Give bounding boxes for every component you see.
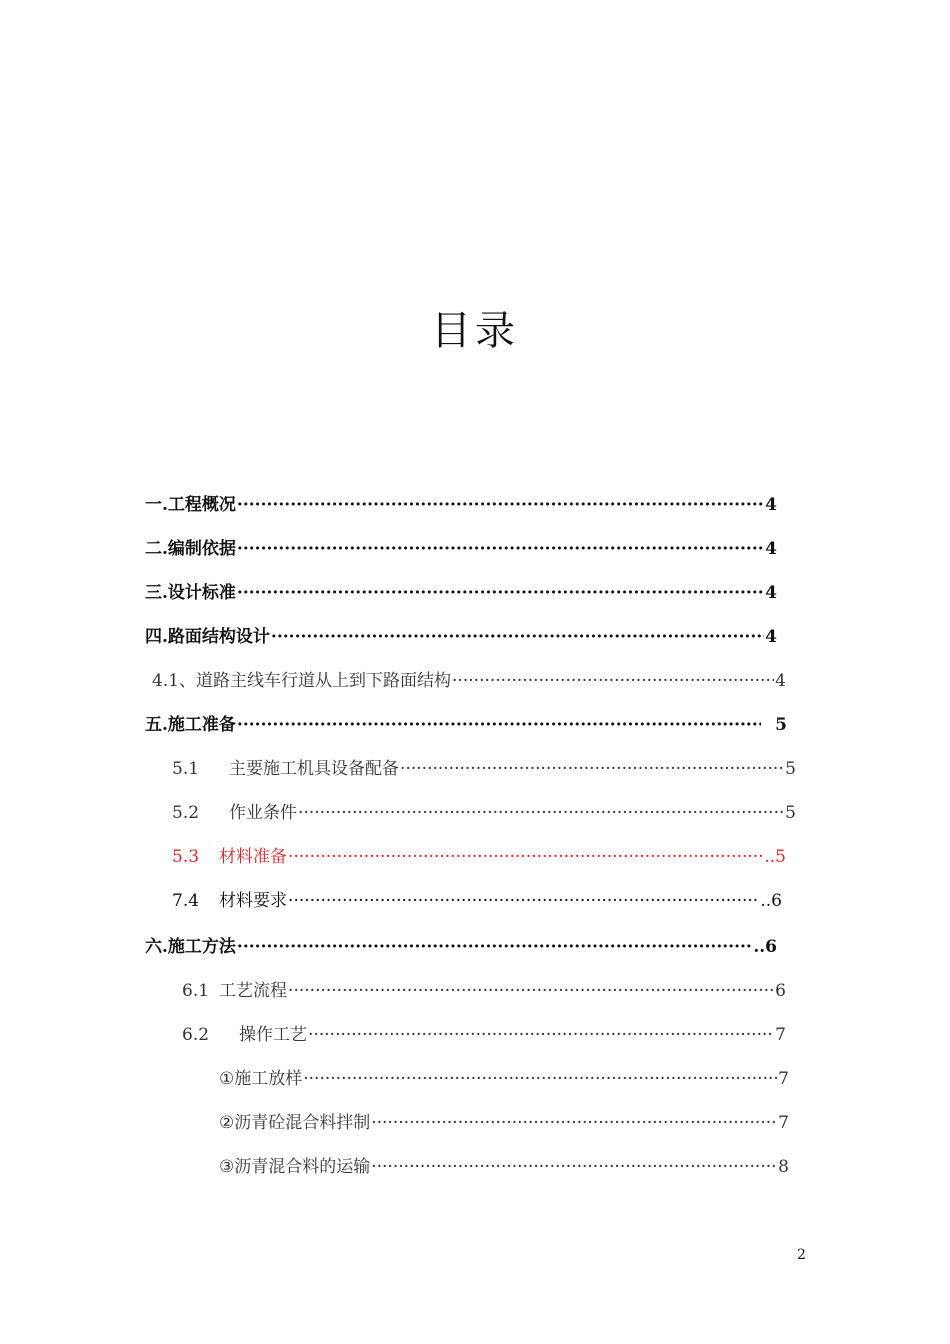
toc-entry-page: 8 — [778, 1157, 789, 1177]
toc-entry-text: 沥青混合料的运输 — [234, 1157, 371, 1177]
toc-entry[interactable] — [172, 888, 782, 914]
toc-entry-number: ② — [219, 1113, 235, 1133]
toc-entry[interactable] — [172, 800, 796, 826]
toc-entry[interactable] — [219, 1154, 789, 1180]
toc-entry-text: 路面结构设计 — [167, 627, 270, 647]
toc-entry-text: 道路主线车行道从上到下路面结构 — [196, 671, 452, 691]
toc-entry-label — [145, 934, 236, 960]
toc-entry-label — [145, 712, 236, 738]
page-title: 目录 — [431, 308, 519, 354]
toc-entry-label — [172, 888, 287, 914]
toc-entry[interactable] — [172, 756, 796, 782]
toc-leader-dots — [298, 800, 784, 826]
toc-entry-page: ..6 — [760, 891, 782, 911]
toc-leader-dots — [452, 668, 774, 694]
toc-leader-dots — [237, 712, 761, 738]
toc-entry-number: 7.4 — [172, 891, 200, 911]
toc-entry-text: 材料准备 — [219, 847, 288, 867]
toc-entry-label — [219, 1154, 370, 1180]
toc-entry-text: 沥青砼混合料拌制 — [234, 1113, 371, 1133]
toc-entry-number: 三. — [145, 583, 168, 603]
toc-entry-number: 5.1 — [172, 759, 200, 779]
toc-entry-text: 设计标准 — [167, 583, 236, 603]
toc-leader-dots — [237, 580, 764, 606]
toc-entry-text: 工程概况 — [167, 495, 236, 515]
toc-leader-dots — [288, 844, 763, 870]
toc-entry-number: 一. — [145, 495, 168, 515]
toc-entry[interactable] — [145, 580, 777, 606]
toc-entry-number: 6.2 — [182, 1025, 210, 1045]
toc-entry-number: ① — [219, 1069, 235, 1089]
toc-entry[interactable] — [182, 1022, 786, 1048]
toc-leader-dots — [400, 756, 784, 782]
toc-entry-page: 5 — [785, 759, 796, 779]
toc-entry-number: 6.1 — [182, 981, 210, 1001]
toc-leader-dots — [271, 624, 764, 650]
page-number: 2 — [797, 1247, 806, 1263]
toc-entry[interactable] — [219, 1110, 789, 1136]
toc-entry-page: 7 — [775, 1025, 786, 1045]
toc-entry-label — [219, 1110, 370, 1136]
toc-entry-page: ..5 — [764, 847, 786, 867]
toc-entry-text: 施工放样 — [234, 1069, 303, 1089]
toc-leader-dots — [237, 934, 752, 960]
toc-leader-dots — [303, 1066, 777, 1092]
toc-entry-number: 4.1、 — [152, 671, 197, 691]
toc-entry-number: 五. — [145, 715, 168, 735]
toc-entry-label — [172, 844, 287, 870]
toc-entry-number: 四. — [145, 627, 168, 647]
toc-leader-dots — [288, 888, 759, 914]
toc-entry-number: ③ — [219, 1157, 235, 1177]
toc-entry-page: 4 — [765, 583, 777, 603]
toc-leader-dots — [288, 978, 774, 1004]
toc-entry-page: 7 — [778, 1113, 789, 1133]
toc-entry[interactable] — [145, 712, 787, 738]
toc-entry-text: 编制依据 — [167, 539, 236, 559]
toc-entry-number: 5.2 — [172, 803, 200, 823]
toc-entry-number: 六. — [145, 937, 168, 957]
toc-entry-label — [172, 800, 297, 826]
toc-entry[interactable] — [152, 668, 786, 694]
toc-entry-text: 作业条件 — [229, 803, 298, 823]
toc-entry-page: 7 — [778, 1069, 789, 1089]
toc-entry-number: 二. — [145, 539, 168, 559]
toc-entry[interactable] — [219, 1066, 789, 1092]
toc-entry[interactable] — [145, 536, 777, 562]
toc-entry-text: 施工方法 — [167, 937, 236, 957]
toc-entry-text: 操作工艺 — [239, 1025, 308, 1045]
toc-entry-page: 4 — [775, 671, 786, 691]
toc-leader-dots — [371, 1154, 777, 1180]
toc-entry-number: 5.3 — [172, 847, 200, 867]
toc-entry-text: 工艺流程 — [219, 981, 288, 1001]
toc-entry-label — [172, 756, 399, 782]
toc-entry-label — [152, 668, 451, 694]
toc-entry-page: 6 — [775, 981, 786, 1001]
toc-leader-dots — [237, 536, 764, 562]
toc-entry[interactable] — [145, 492, 777, 518]
toc-entry-page: 5 — [785, 803, 796, 823]
toc-entry-page: 4 — [765, 495, 777, 515]
toc-entry-label — [182, 978, 287, 1004]
toc-entry-text: 施工准备 — [167, 715, 236, 735]
toc-entry[interactable] — [145, 624, 777, 650]
toc-entry[interactable] — [182, 978, 786, 1004]
toc-entry-label — [145, 536, 236, 562]
toc-entry-label — [219, 1066, 302, 1092]
toc-entry-text: 主要施工机具设备配备 — [229, 759, 400, 779]
toc-entry-page: 4 — [765, 539, 777, 559]
toc-entry[interactable] — [145, 934, 777, 960]
toc-entry-text: 材料要求 — [219, 891, 288, 911]
toc-entry-page: ..6 — [753, 937, 777, 957]
toc-entry-label — [145, 492, 236, 518]
toc-leader-dots — [308, 1022, 774, 1048]
toc-entry-label — [182, 1022, 307, 1048]
toc-leader-dots — [371, 1110, 777, 1136]
toc-entry-highlighted[interactable] — [172, 844, 786, 870]
toc-entry-label — [145, 624, 270, 650]
toc-entry-label — [145, 580, 236, 606]
toc-entry-page: 5 — [775, 715, 787, 735]
toc-leader-dots — [237, 492, 764, 518]
toc-entry-page: 4 — [765, 627, 777, 647]
